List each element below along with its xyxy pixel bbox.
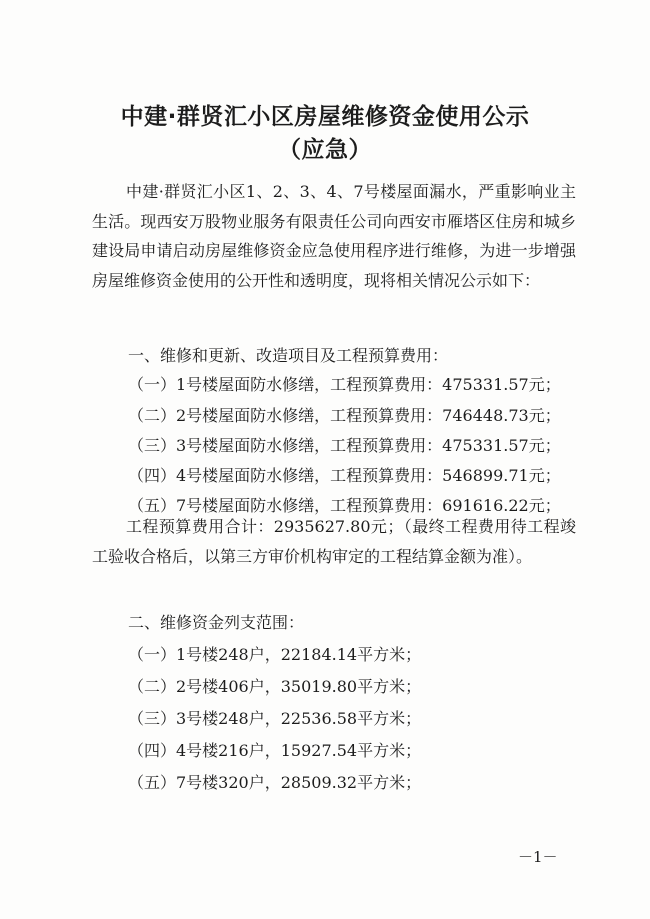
section-1-heading: 一、维修和更新、改造项目及工程预算费用： [128,346,449,365]
scope-item: （四）4号楼216户，15927.54平方米； [128,741,422,760]
intro-paragraph: 中建·群贤汇小区1、2、3、4、7号楼屋面漏水，严重影响业主生活。现西安万股物业服务有限责任公司向西安市雁塔区住房和城乡建设局申请启动房屋维修资金应急使用程序进行维修，为进一步增强房屋维修资金使用的公开性和透明度，现将相关情况公示如下： [92,182,576,290]
document-subtitle: （应急） [278,137,372,163]
document-title: 中建·群贤汇小区房屋维修资金使用公示 [120,104,530,130]
section-2-heading: 二、维修资金列支范围： [128,613,305,632]
budget-item: （四）4号楼屋面防水修缮，工程预算费用：546899.71元； [128,466,561,485]
budget-item: （三）3号楼屋面防水修缮，工程预算费用：475331.57元； [128,436,561,455]
scope-item: （五）7号楼320户，28509.32平方米； [128,773,422,792]
scope-item: （二）2号楼406户，35019.80平方米； [128,677,422,696]
scope-item: （一）1号楼248户，22184.14平方米； [128,645,422,664]
page-number: －1－ [518,848,558,866]
budget-total-paragraph: 工程预算费用合计：2935627.80元；（最终工程费用待工程竣工验收合格后，以第三方审价机构审定的工程结算金额为准）。 [92,517,576,566]
budget-item: （一）1号楼屋面防水修缮，工程预算费用：475331.57元； [128,375,561,394]
budget-item: （五）7号楼屋面防水修缮，工程预算费用：691616.22元； [128,496,561,515]
budget-item: （二）2号楼屋面防水修缮，工程预算费用：746448.73元； [128,406,561,425]
scope-item: （三）3号楼248户，22536.58平方米； [128,709,422,728]
